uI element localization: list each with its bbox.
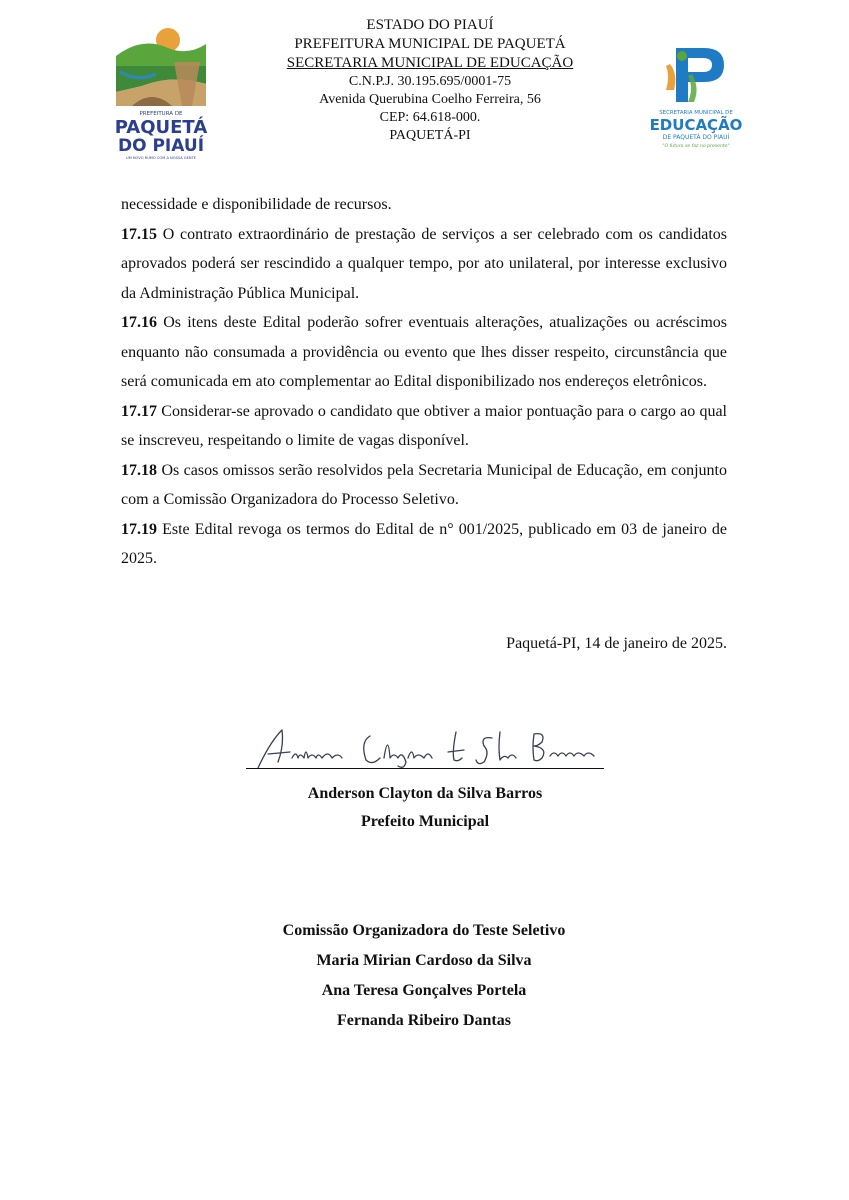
edital-body — [121, 190, 727, 574]
committee-member: Maria Mirian Cardoso da Silva — [316, 952, 532, 969]
clause-text: O contrato extraordinário de prestação de serviços a ser celebrado com os candidatos aprovados poderá ser rescindido a qualquer tempo, por ato unilateral, por interesse exclusivo da Administração Pública Municipal. — [121, 225, 728, 302]
clause-17-15 — [121, 220, 727, 309]
edu-logo-tagline: "O futuro se faz no presente" — [662, 144, 730, 149]
intro-line: necessidade e disponibilidade de recursos. — [121, 196, 392, 213]
clause-text: Os itens deste Edital poderão sofrer eventuais alterações, atualizações ou acréscimos enquanto não consumada a providência ou evento que lhes disser respeito, circunstância que será comunicada em ato complementar ao Edital disponibilizado nos endereços eletrônicos. — [121, 314, 728, 390]
clause-17-17 — [121, 397, 727, 456]
committee-member: Fernanda Ribeiro Dantas — [337, 1012, 511, 1029]
signatory-name: Anderson Clayton da Silva Barros — [307, 785, 543, 802]
committee-member: Ana Teresa Gonçalves Portela — [321, 982, 527, 999]
prefeitura-logo — [112, 22, 210, 162]
header-city: PAQUETÁ-PI — [389, 128, 471, 143]
clause-17-19 — [121, 515, 727, 574]
clause-number: 17.18 — [121, 461, 157, 479]
clause-number: 17.16 — [121, 314, 157, 331]
clause-number: 17.15 — [121, 225, 157, 243]
header-secretaria: SECRETARIA MUNICIPAL DE EDUCAÇÃO — [286, 55, 574, 71]
header-cnpj: C.N.P.J. 30.195.695/0001-75 — [348, 74, 512, 89]
signature-line — [246, 768, 604, 769]
header-state: ESTADO DO PIAUÍ — [366, 17, 494, 33]
signatory-block — [246, 780, 604, 836]
signatory-title: Prefeito Municipal — [360, 813, 490, 830]
logo-small-text: PREFEITURA DE — [139, 111, 183, 117]
header-address: Avenida Querubina Coelho Ferreira, 56 — [319, 92, 541, 107]
handwritten-signature — [248, 722, 608, 772]
header-cep: CEP: 64.618-000. — [379, 110, 481, 125]
clause-number: 17.19 — [121, 520, 157, 538]
clause-text: Considerar-se aprovado o candidato que obtiver a maior pontuação para o cargo ao qual se inscreveu, respeitando o limite de vagas disponível. — [121, 402, 727, 449]
committee-heading: Comissão Organizadora do Teste Seletivo — [282, 922, 566, 939]
clause-text: Os casos omissos serão resolvidos pela Secretaria Municipal de Educação, em conjunto com a Comissão Organizadora do Processo Seletivo. — [121, 461, 728, 508]
clause-number: 17.17 — [121, 402, 157, 420]
committee-block — [224, 916, 624, 1036]
edu-logo-sub-text: DE PAQUETÁ DO PIAUÍ — [662, 134, 730, 141]
secretaria-educacao-logo — [648, 44, 744, 164]
dateline: Paquetá-PI, 14 de janeiro de 2025. — [506, 635, 727, 652]
clause-text: Este Edital revoga os termos do Edital de n° 001/2025, publicado em 03 de janeiro de 2025. — [121, 520, 728, 567]
clause-17-18 — [121, 456, 727, 515]
edu-logo-top-text: SECRETARIA MUNICIPAL DE — [659, 110, 733, 116]
edu-logo-main-text: EDUCAÇÃO — [649, 116, 743, 134]
logo-tagline: UM NOVO RUMO COM A NOSSA GENTE — [125, 156, 197, 160]
clause-17-16 — [121, 308, 727, 397]
logo-paqueta-text: PAQUETÁ — [114, 117, 208, 138]
letterhead — [230, 16, 630, 145]
logo-do-piaui-text: DO PIAUÍ — [117, 136, 205, 156]
header-prefeitura: PREFEITURA MUNICIPAL DE PAQUETÁ — [294, 36, 566, 52]
